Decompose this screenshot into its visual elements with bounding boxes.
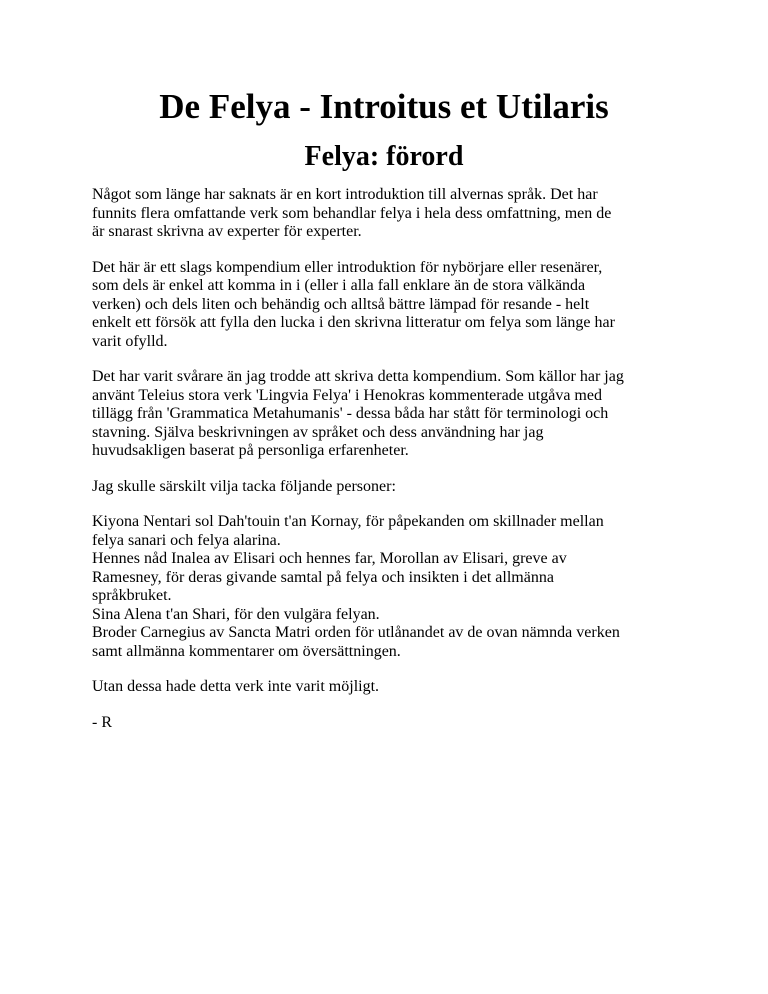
text-line: varit ofylld. — [92, 332, 168, 350]
text-line: Utan dessa hade detta verk inte varit möjligt. — [92, 678, 380, 695]
text-line: Något som länge har saknats är en kort introduktion till alvernas språk. Det har — [92, 186, 598, 203]
text-line: funnits flera omfattande verk som behandlar felya i hela dess omfattning, men de — [92, 204, 612, 222]
text-line: Hennes nåd Inalea av Elisari och hennes far, Morollan av Elisari, greve av — [92, 550, 567, 567]
text-line: Sina Alena t'an Shari, för den vulgära felyan. — [92, 605, 380, 623]
paragraph-closing — [92, 678, 682, 697]
signature — [92, 714, 682, 733]
text-line: är snarast skrivna av experter för experter. — [92, 223, 362, 240]
section-heading: Felya: förord — [304, 141, 464, 172]
text-line: Det här är ett slags kompendium eller introduktion för nybörjare eller resenärer, — [92, 258, 603, 276]
text-line: språkbruket. — [92, 587, 172, 604]
paragraph-sources — [92, 368, 682, 461]
document-body — [92, 186, 682, 749]
text-line: - R — [92, 713, 112, 731]
text-line: stavning. Själva beskrivningen av språket och dess användning har jag — [92, 423, 544, 441]
text-line: enkelt ett försök att fylla den lucka i den skrivna litteratur om felya som länge har — [92, 314, 615, 331]
text-line: samt allmänna kommentarer om översättningen. — [92, 642, 401, 660]
paragraph-purpose — [92, 259, 682, 352]
text-line: felya sanari och felya alarina. — [92, 531, 281, 549]
text-line: använt Teleius stora verk 'Lingvia Felya' i Henokras kommenterade utgåva med — [92, 386, 602, 404]
text-line: tillägg från 'Grammatica Metahumanis' - dessa båda har stått för terminologi och — [92, 405, 609, 422]
text-line: Ramesney, för deras givande samtal på felya och insikten i det allmänna — [92, 568, 554, 586]
document-title: De Felya - Introitus et Utilaris — [159, 87, 609, 126]
paragraph-thanks-intro — [92, 478, 682, 497]
text-line: Broder Carnegius av Sancta Matri orden för utlånandet av de ovan nämnda verken — [92, 624, 620, 641]
text-line: som dels är enkel att komma in i (eller i alla fall enklare än de stora välkända — [92, 277, 586, 294]
text-line: Kiyona Nentari sol Dah'touin t'an Kornay, för påpekanden om skillnader mellan — [92, 513, 604, 530]
text-line: huvudsakligen baserat på personliga erfarenheter. — [92, 442, 409, 459]
text-line: verken) och dels liten och behändig och alltså bättre lämpad för resande - helt — [92, 295, 590, 313]
paragraph-intro — [92, 186, 682, 242]
text-line: Det har varit svårare än jag trodde att skriva detta kompendium. Som källor har jag — [92, 368, 624, 385]
paragraph-acknowledgements — [92, 513, 682, 661]
text-line: Jag skulle särskilt vilja tacka följande personer: — [92, 477, 396, 495]
